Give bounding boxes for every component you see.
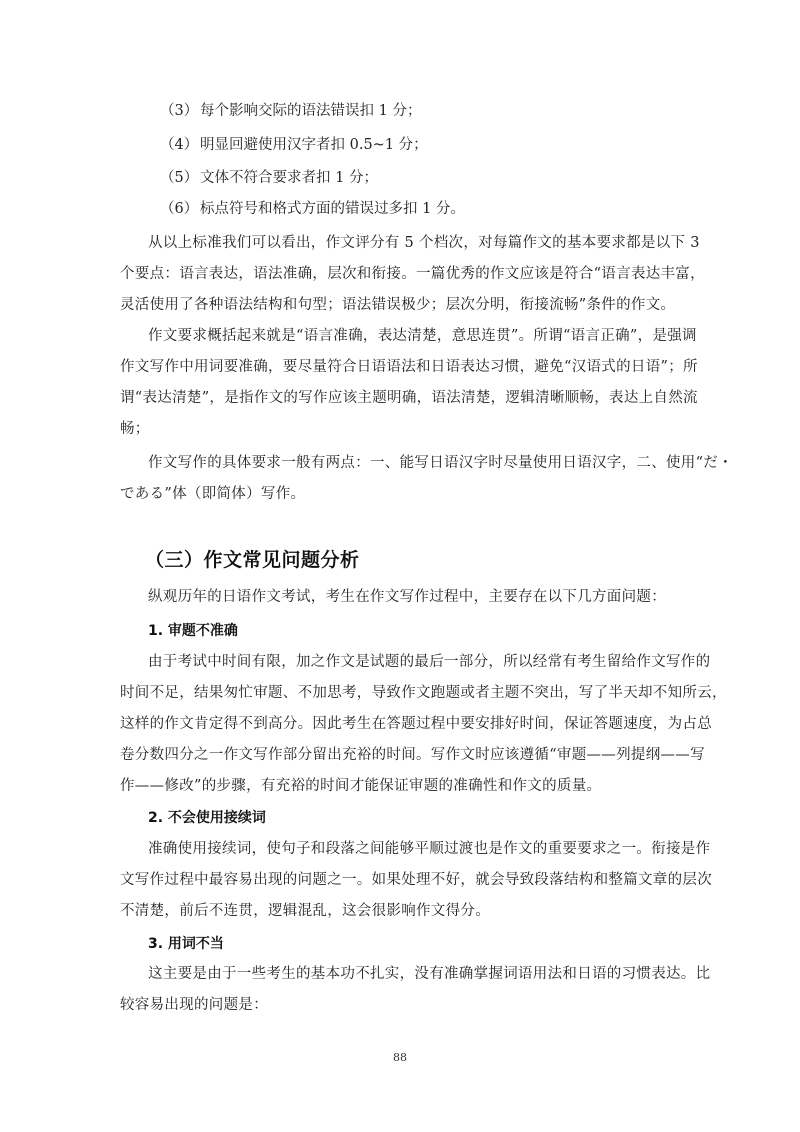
paragraph-line: 这样的作文肯定得不到高分。因此考生在答题过程中要安排好时间，保证答题速度，为占总 [120, 716, 712, 732]
list-text: 文体不符合要求者扣 1 分； [200, 170, 378, 186]
paragraph-line: 作文要求概括起来就是“语言准确，表达清楚，意思连贯”。所谓“语言正确”，是强调 [148, 328, 697, 344]
subheading-1: 1. 审题不准确 [148, 623, 238, 639]
list-number: （5） [160, 170, 199, 186]
paragraph-line: 灵活使用了各种语法结构和句型；语法错误极少；层次分明，衔接流畅”条件的作文。 [120, 297, 676, 313]
paragraph-line: である”体（即简体）写作。 [120, 486, 306, 502]
list-text: 明显回避使用汉字者扣 0.5~1 分； [200, 137, 428, 153]
list-item [160, 199, 465, 219]
paragraph-line: 文写作过程中最容易出现的问题之一。如果处理不好，就会导致段落结构和整篇文章的层次 [120, 872, 712, 888]
paragraph-line: 不清楚，前后不连贯，逻辑混乱，这会很影响作文得分。 [120, 903, 490, 919]
list-number: （6） [160, 201, 199, 217]
subheading-2: 2. 不会使用接续词 [148, 810, 266, 826]
paragraph-line: 作——修改”的步骤，有充裕的时间才能保证审题的准确性和作文的质量。 [120, 778, 602, 794]
list-item [160, 168, 378, 188]
paragraph-line: 较容易出现的问题是： [120, 997, 268, 1013]
list-item [160, 101, 421, 121]
paragraph-line: 作文写作中用词要准确，要尽量符合日语语法和日语表达习惯，避免“汉语式的日语”；所 [120, 359, 698, 375]
page-number: 88 [393, 1051, 407, 1064]
subheading-3: 3. 用词不当 [148, 936, 224, 952]
list-text: 每个影响交际的语法错误扣 1 分； [200, 103, 422, 119]
section-title: （三）作文常见问题分析 [145, 549, 360, 571]
list-item [160, 135, 428, 155]
paragraph-line: 从以上标准我们可以看出，作文评分有 5 个档次，对每篇作文的基本要求都是以下 3 [148, 235, 700, 251]
paragraph-line: 这主要是由于一些考生的基本功不扎实，没有准确掌握词语用法和日语的习惯表达。比 [148, 966, 711, 982]
list-number: （3） [160, 103, 199, 119]
list-number: （4） [160, 137, 199, 153]
paragraph-line: 卷分数四分之一作文写作部分留出充裕的时间。写作文时应该遵循“审题——列提纲——写 [120, 747, 705, 763]
paragraph-line: 畅； [120, 421, 150, 437]
paragraph-line: 谓“表达清楚”，是指作文的写作应该主题明确，语法清楚，逻辑清晰顺畅，表达上自然流 [120, 390, 698, 406]
paragraph-line: 由于考试中时间有限，加之作文是试题的最后一部分，所以经常有考生留给作文写作的 [148, 654, 711, 670]
paragraph-line: 准确使用接续词，使句子和段落之间能够平顺过渡也是作文的重要要求之一。衔接是作 [148, 841, 711, 857]
paragraph-line: 作文写作的具体要求一般有两点：一、能写日语汉字时尽量使用日语汉字，二、使用“だ・ [148, 455, 733, 471]
list-text: 标点符号和格式方面的错误过多扣 1 分。 [200, 201, 465, 217]
paragraph-line: 个要点：语言表达，语法准确，层次和衔接。一篇优秀的作文应该是符合“语言表达丰富， [120, 266, 705, 282]
paragraph-line: 时间不足，结果匆忙审题、不加思考，导致作文跑题或者主题不突出，写了半天却不知所云， [120, 685, 727, 701]
intro-line: 纵观历年的日语作文考试，考生在作文写作过程中，主要存在以下几方面问题： [148, 589, 666, 605]
